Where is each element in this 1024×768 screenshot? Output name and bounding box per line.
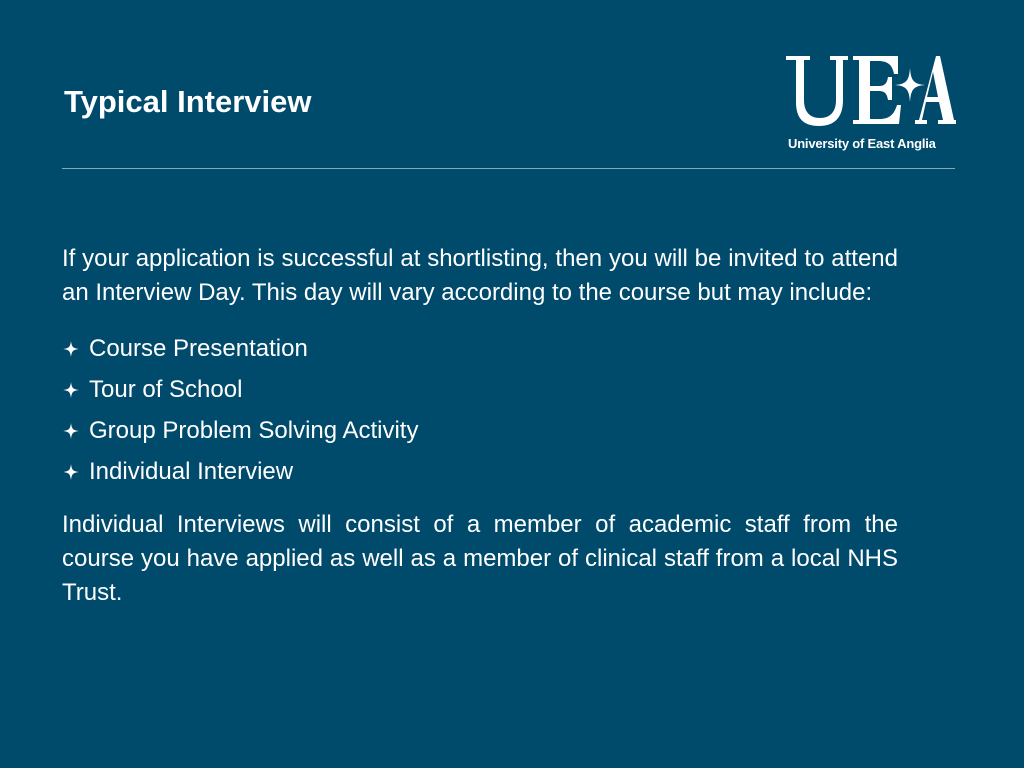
uea-logo-mark: [786, 50, 956, 130]
list-item: [62, 369, 898, 410]
four-point-star-icon: [62, 463, 80, 481]
bullet-label: Tour of School: [89, 376, 243, 403]
bullet-list: [62, 328, 898, 492]
bullet-label: Individual Interview: [89, 458, 294, 485]
four-point-star-icon: [62, 340, 80, 358]
intro-paragraph: If your application is successful at shortlisting, then you will be invited to attend an Interview Day. This day will vary according to the course but may include:: [62, 245, 898, 306]
logo-subtitle: University of East Anglia: [788, 136, 936, 151]
slide-body: [62, 242, 898, 610]
four-point-star-icon: [62, 422, 80, 440]
bullet-label: Group Problem Solving Activity: [89, 417, 419, 444]
slide-title: Typical Interview: [64, 84, 312, 119]
title-divider: [62, 168, 955, 169]
list-item: [62, 410, 898, 451]
bullet-label: Course Presentation: [89, 335, 308, 362]
uea-logo: [786, 50, 956, 154]
list-item: [62, 451, 898, 492]
list-item: [62, 328, 898, 369]
closing-paragraph: Individual Interviews will consist of a member of academic staff from the course you have applied as well as a member of clinical staff from a local NHS Trust.: [62, 511, 898, 606]
four-point-star-icon: [62, 381, 80, 399]
